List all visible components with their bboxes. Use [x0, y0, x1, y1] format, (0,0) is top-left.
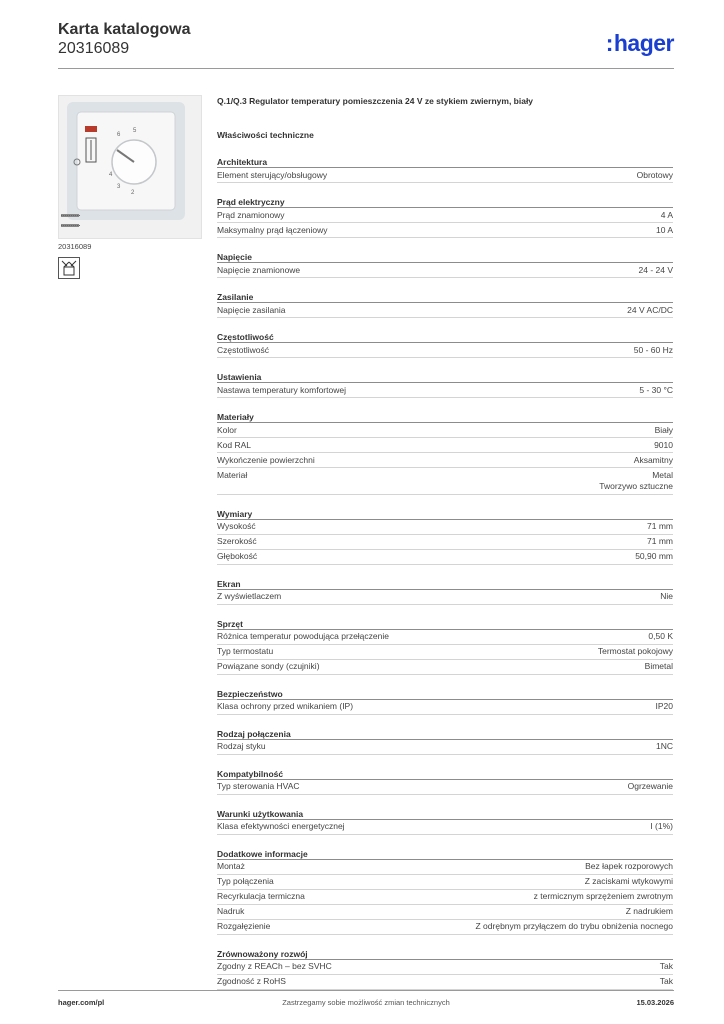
- property-label: Napięcie znamionowe: [217, 264, 301, 275]
- property-row: [217, 263, 673, 278]
- property-value-line: Biały: [654, 424, 673, 435]
- property-value: [639, 385, 673, 397]
- property-label: Materiał: [217, 469, 248, 480]
- property-section: [217, 331, 673, 358]
- property-row: [217, 535, 673, 550]
- section-title: Bezpieczeństwo: [217, 688, 673, 700]
- property-label: Element sterujący/obsługowy: [217, 169, 328, 180]
- property-row: [217, 453, 673, 468]
- property-row: [217, 343, 673, 358]
- product-image: [58, 95, 202, 239]
- property-section: [217, 578, 673, 605]
- svg-text:6: 6: [117, 132, 121, 138]
- property-label: Montaż: [217, 861, 245, 871]
- property-value: [639, 265, 674, 277]
- property-row: [217, 423, 673, 438]
- property-label: Zgodny z REACh – bez SVHC: [217, 961, 332, 971]
- product-details: [217, 95, 673, 990]
- property-row: [217, 550, 673, 565]
- property-row: [217, 960, 673, 975]
- section-title: Warunki użytkowania: [217, 808, 673, 820]
- property-row: [217, 860, 673, 875]
- page-header: [58, 20, 674, 70]
- property-row: [217, 383, 673, 398]
- property-value-line: I (1%): [650, 821, 673, 831]
- property-value-line: 71 mm: [647, 521, 673, 531]
- section-title: Architektura: [217, 156, 673, 168]
- property-value-line: Metal: [652, 469, 673, 480]
- property-value-line: Z odrębnym przyłączem do trybu obniżenia nocnego: [475, 921, 673, 931]
- property-value-line: Tak: [659, 961, 673, 971]
- property-value-line: 9010: [654, 439, 673, 450]
- section-title: Ustawienia: [217, 371, 673, 383]
- property-value: [660, 591, 673, 603]
- properties-heading: Właściwości techniczne: [217, 130, 314, 140]
- property-label: Recyrkulacja termiczna: [217, 891, 305, 901]
- property-value: [628, 781, 673, 793]
- property-value-line: 50,90 mm: [635, 551, 673, 561]
- property-section: [217, 411, 673, 495]
- section-title: Sprzęt: [217, 618, 673, 630]
- section-title: Ekran: [217, 578, 673, 590]
- property-value-line: Termostat pokojowy: [597, 646, 673, 656]
- property-value: [635, 551, 673, 563]
- property-value: [585, 876, 673, 888]
- property-value-line: Bimetal: [644, 661, 673, 671]
- property-value: [647, 536, 673, 548]
- property-value: [661, 210, 673, 222]
- property-label: Nastawa temperatury komfortowej: [217, 384, 346, 395]
- property-value-line: Nie: [660, 591, 673, 601]
- section-title: Kompatybilność: [217, 768, 673, 780]
- section-title: Napięcie: [217, 251, 673, 263]
- property-value: [660, 976, 673, 988]
- property-value: [645, 661, 673, 673]
- property-section: [217, 371, 673, 398]
- property-value: [648, 631, 673, 643]
- property-label: Maksymalny prąd łączeniowy: [217, 224, 328, 235]
- product-title: Q.1/Q.3 Regulator temperatury pomieszczenia 24 V ze stykiem zwiernym, biały: [217, 96, 534, 106]
- property-value: [637, 170, 673, 182]
- property-value: [650, 821, 673, 833]
- property-value-line: Tak: [659, 976, 673, 986]
- footer-date: 15.03.2026: [636, 998, 674, 1007]
- property-row: [217, 630, 673, 645]
- thermostat-illustration: [59, 96, 203, 240]
- property-section: [217, 291, 673, 318]
- logo-text: hager: [613, 30, 674, 56]
- property-row: [217, 740, 673, 755]
- property-row: [217, 875, 673, 890]
- property-row: [217, 920, 673, 935]
- property-label: Kod RAL: [217, 439, 252, 450]
- property-value-line: Obrotowy: [636, 169, 673, 180]
- header-divider: [58, 68, 674, 69]
- property-row: [217, 780, 673, 795]
- property-label: Wysokość: [217, 521, 256, 531]
- properties-table: [217, 156, 673, 990]
- property-row: [217, 223, 673, 238]
- property-label: Nadruk: [217, 906, 245, 916]
- property-section: [217, 508, 673, 565]
- footer-website[interactable]: hager.com/pl: [58, 998, 105, 1007]
- property-label: Typ sterowania HVAC: [217, 781, 300, 791]
- property-value-line: 71 mm: [647, 536, 673, 546]
- property-label: Częstotliwość: [217, 344, 269, 355]
- property-row: [217, 520, 673, 535]
- property-value: [626, 906, 673, 918]
- property-row: [217, 645, 673, 660]
- property-row: [217, 468, 673, 495]
- property-value-line: Z nadrukiem: [625, 906, 673, 916]
- property-value: [634, 455, 673, 467]
- svg-text:2: 2: [131, 190, 135, 196]
- property-label: Klasa efektywności energetycznej: [217, 821, 345, 831]
- property-value: [647, 521, 673, 533]
- property-row: [217, 890, 673, 905]
- property-label: Prąd znamionowy: [217, 209, 285, 220]
- property-row: [217, 303, 673, 318]
- property-value-line: Z zaciskami wtykowymi: [584, 876, 673, 886]
- property-label: Typ termostatu: [217, 646, 274, 656]
- property-value: [627, 305, 673, 317]
- property-label: Wykończenie powierzchni: [217, 454, 315, 465]
- property-row: [217, 168, 673, 183]
- property-section: [217, 728, 673, 755]
- property-section: [217, 808, 673, 835]
- footer-divider: [58, 990, 674, 991]
- property-label: Typ połączenia: [217, 876, 274, 886]
- property-value: [634, 345, 673, 357]
- section-title: Zasilanie: [217, 291, 673, 303]
- property-value: [598, 646, 673, 658]
- property-value-line: Aksamitny: [633, 454, 673, 465]
- property-row: [217, 820, 673, 835]
- property-row: [217, 590, 673, 605]
- property-value-line: Tworzywo sztuczne: [599, 481, 673, 491]
- property-row: [217, 438, 673, 453]
- document-title: Karta katalogowa: [58, 21, 191, 38]
- property-row: [217, 660, 673, 675]
- property-value-line: 0,50 K: [648, 631, 673, 641]
- property-value-line: 4 A: [660, 209, 673, 220]
- property-value: [599, 470, 673, 493]
- property-value-line: IP20: [655, 701, 673, 711]
- property-value: [656, 741, 673, 753]
- property-value: [654, 440, 673, 452]
- property-value: [656, 225, 673, 237]
- property-row: [217, 975, 673, 990]
- property-value-line: 50 - 60 Hz: [633, 344, 673, 355]
- section-title: Zrównoważony rozwój: [217, 948, 673, 960]
- property-section: [217, 618, 673, 675]
- product-image-column: [58, 95, 202, 279]
- property-label: Klasa ochrony przed wnikaniem (IP): [217, 701, 354, 711]
- property-label: Rodzaj styku: [217, 741, 266, 751]
- property-label: Różnica temperatur powodująca przełączenie: [217, 631, 389, 641]
- section-title: Materiały: [217, 411, 673, 423]
- property-value: [660, 961, 673, 973]
- property-value: [476, 921, 674, 933]
- property-section: [217, 196, 673, 238]
- property-label: Rozgałęzienie: [217, 921, 271, 931]
- property-value: [655, 425, 673, 437]
- hager-logo: :hager: [605, 30, 674, 56]
- property-row: [217, 700, 673, 715]
- section-title: Wymiary: [217, 508, 673, 520]
- property-value-line: 5 - 30 °C: [639, 384, 673, 395]
- image-caption: 20316089: [58, 242, 92, 251]
- property-label: Szerokość: [217, 536, 257, 546]
- property-label: Powiązane sondy (czujniki): [217, 661, 320, 671]
- property-row: [217, 905, 673, 920]
- section-title: Rodzaj połączenia: [217, 728, 673, 740]
- section-title: Prąd elektryczny: [217, 196, 673, 208]
- property-value-line: Ogrzewanie: [627, 781, 673, 791]
- property-value-line: 10 A: [655, 224, 673, 235]
- property-value-line: 24 V AC/DC: [627, 304, 673, 315]
- property-section: [217, 948, 673, 990]
- property-section: [217, 848, 673, 935]
- property-value-line: Bez łapek rozporowych: [585, 861, 673, 871]
- property-label: Zgodność z RoHS: [217, 976, 286, 986]
- svg-text:3: 3: [117, 184, 121, 190]
- property-value-line: 1NC: [655, 741, 673, 751]
- property-row: [217, 208, 673, 223]
- property-value: [534, 891, 673, 903]
- document-number: 20316089: [58, 40, 130, 57]
- property-section: [217, 251, 673, 278]
- svg-text:5: 5: [133, 128, 137, 134]
- property-value-line: 24 - 24 V: [638, 264, 673, 275]
- footer-disclaimer: Zastrzegamy sobie możliwość zmian technicznych: [282, 998, 450, 1007]
- property-label: Z wyświetlaczem: [217, 591, 282, 601]
- property-section: [217, 156, 673, 183]
- property-section: [217, 688, 673, 715]
- property-label: Kolor: [217, 424, 237, 435]
- svg-text:4: 4: [109, 172, 113, 178]
- property-value: [656, 701, 674, 713]
- property-label: Napięcie zasilania: [217, 304, 286, 315]
- section-title: Częstotliwość: [217, 331, 673, 343]
- property-value-line: z termicznym sprzężeniem zwrotnym: [533, 891, 673, 901]
- section-title: Dodatkowe informacje: [217, 848, 673, 860]
- property-value: [585, 861, 673, 873]
- delivery-box-icon: [58, 257, 80, 279]
- property-label: Głębokość: [217, 551, 258, 561]
- property-section: [217, 768, 673, 795]
